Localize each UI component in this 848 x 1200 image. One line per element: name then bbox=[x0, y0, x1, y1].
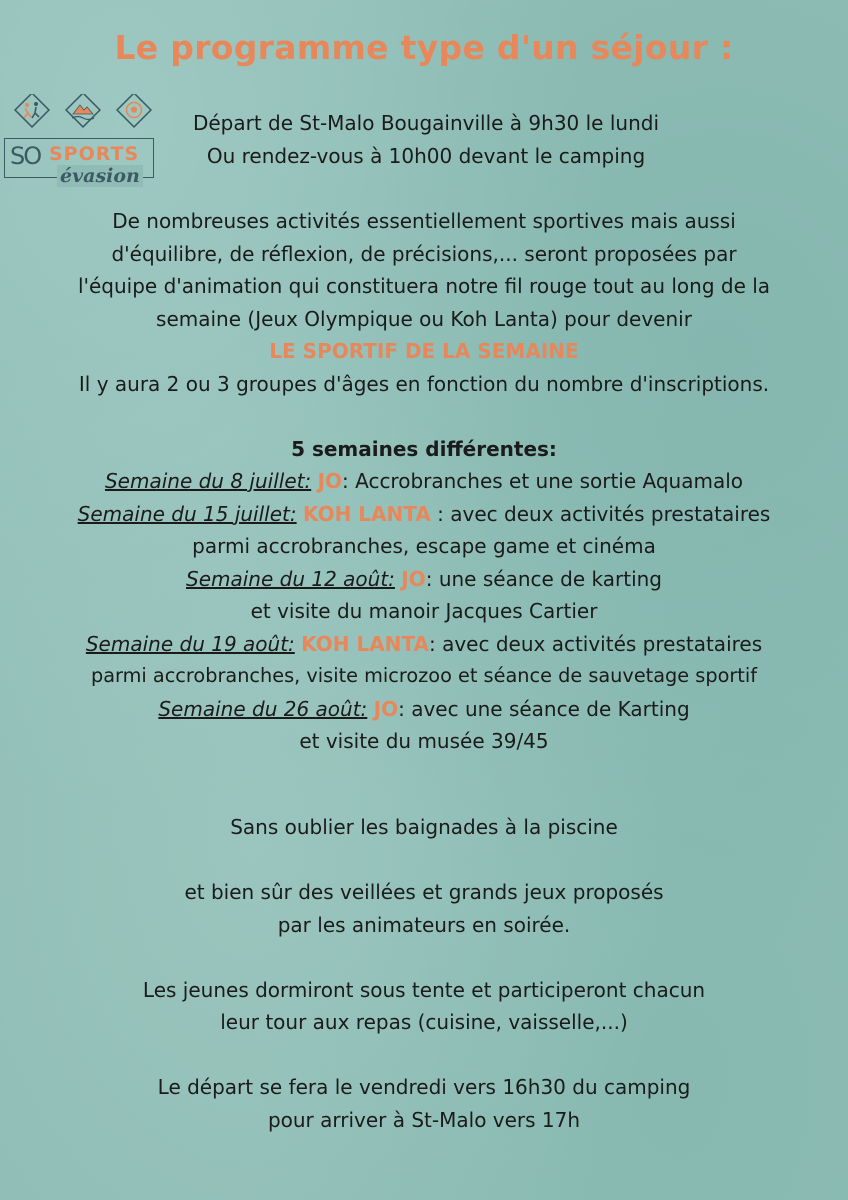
activities-line-4: semaine (Jeux Olympique ou Koh Lanta) pour devenir bbox=[156, 306, 692, 331]
logo-sports-text: SPORTS bbox=[49, 143, 140, 165]
tente-line-2: leur tour aux repas (cuisine, vaisselle,...) bbox=[220, 1010, 628, 1034]
week-theme: KOH LANTA bbox=[301, 631, 429, 656]
activities-line-2: d'équilibre, de réflexion, de précisions,... seront proposées par bbox=[111, 241, 737, 266]
week-theme: JO bbox=[317, 469, 343, 493]
veillees-line-2: par les animateurs en soirée. bbox=[277, 912, 571, 937]
week-desc: : avec deux activités prestataires bbox=[428, 631, 763, 656]
week-2-continued: parmi accrobranches, escape game et cinéma bbox=[192, 534, 656, 558]
week-4-continued: parmi accrobranches, visite microzoo et séance de sauvetage sportif bbox=[90, 664, 757, 687]
retour-line-2: pour arriver à St-Malo vers 17h bbox=[267, 1107, 581, 1132]
spacer bbox=[20, 400, 828, 433]
week-2 bbox=[20, 498, 828, 531]
baignades-text: Sans oublier les baignades à la piscine bbox=[230, 815, 618, 839]
activities-line-1: De nombreuses activités essentiellement sportives mais aussi bbox=[112, 209, 736, 233]
week-desc: : Accrobranches et une sortie Aquamalo bbox=[342, 469, 744, 493]
spacer bbox=[20, 844, 828, 877]
week-desc: : avec une séance de Karting bbox=[398, 696, 690, 721]
intro-block bbox=[160, 107, 692, 172]
spacer bbox=[20, 1039, 828, 1072]
week-theme: JO bbox=[373, 696, 399, 721]
logo-so-text: SO bbox=[10, 142, 41, 170]
week-label: Semaine du 26 août: bbox=[158, 696, 368, 721]
week-4 bbox=[20, 628, 828, 661]
rendezvous-text: Ou rendez-vous à 10h00 devant le camping bbox=[206, 143, 646, 168]
week-5-continued: et visite du musée 39/45 bbox=[299, 729, 549, 753]
week-1 bbox=[20, 465, 828, 498]
ball-icon bbox=[117, 94, 151, 127]
week-3 bbox=[20, 563, 828, 596]
week-desc: : avec deux activités prestataires bbox=[430, 501, 771, 526]
week-theme: JO bbox=[401, 566, 426, 591]
mountain-icon bbox=[66, 94, 100, 127]
week-label: Semaine du 19 août: bbox=[85, 631, 295, 656]
week-3-continued: et visite du manoir Jacques Cartier bbox=[250, 599, 598, 623]
spacer bbox=[20, 941, 828, 974]
sportif-highlight: LE SPORTIF DE LA SEMAINE bbox=[269, 339, 579, 363]
week-label: Semaine du 8 juillet: bbox=[104, 469, 312, 493]
week-theme: KOH LANTA bbox=[302, 501, 431, 526]
week-desc: : une séance de karting bbox=[425, 566, 662, 591]
retour-line-1: Le départ se fera le vendredi vers 16h30 du camping bbox=[157, 1075, 691, 1099]
main-content bbox=[20, 205, 828, 758]
weeks-title: 5 semaines différentes: bbox=[291, 436, 557, 461]
veillees-line-1: et bien sûr des veillées et grands jeux proposés bbox=[184, 880, 664, 904]
week-5 bbox=[20, 693, 828, 726]
tente-line-1: Les jeunes dormiront sous tente et participeront chacun bbox=[142, 977, 706, 1002]
logo-wordmark bbox=[4, 138, 154, 187]
groups-text: Il y aura 2 ou 3 groupes d'âges en fonction du nombre d'inscriptions. bbox=[78, 371, 770, 396]
week-label: Semaine du 15 juillet: bbox=[77, 501, 297, 526]
team-sport-icon bbox=[15, 94, 49, 127]
logo-icons bbox=[10, 94, 160, 134]
page-title: Le programme type d'un séjour : bbox=[114, 28, 734, 67]
logo-evasion-text: évasion bbox=[57, 165, 143, 187]
closing-block bbox=[20, 811, 828, 1136]
so-sports-evasion-logo bbox=[4, 94, 164, 186]
depart-text: Départ de St-Malo Bougainville à 9h30 le lundi bbox=[192, 111, 660, 135]
activities-line-3: l'équipe d'animation qui constituera notre fil rouge tout au long de la bbox=[77, 274, 771, 298]
week-label: Semaine du 12 août: bbox=[186, 566, 395, 591]
